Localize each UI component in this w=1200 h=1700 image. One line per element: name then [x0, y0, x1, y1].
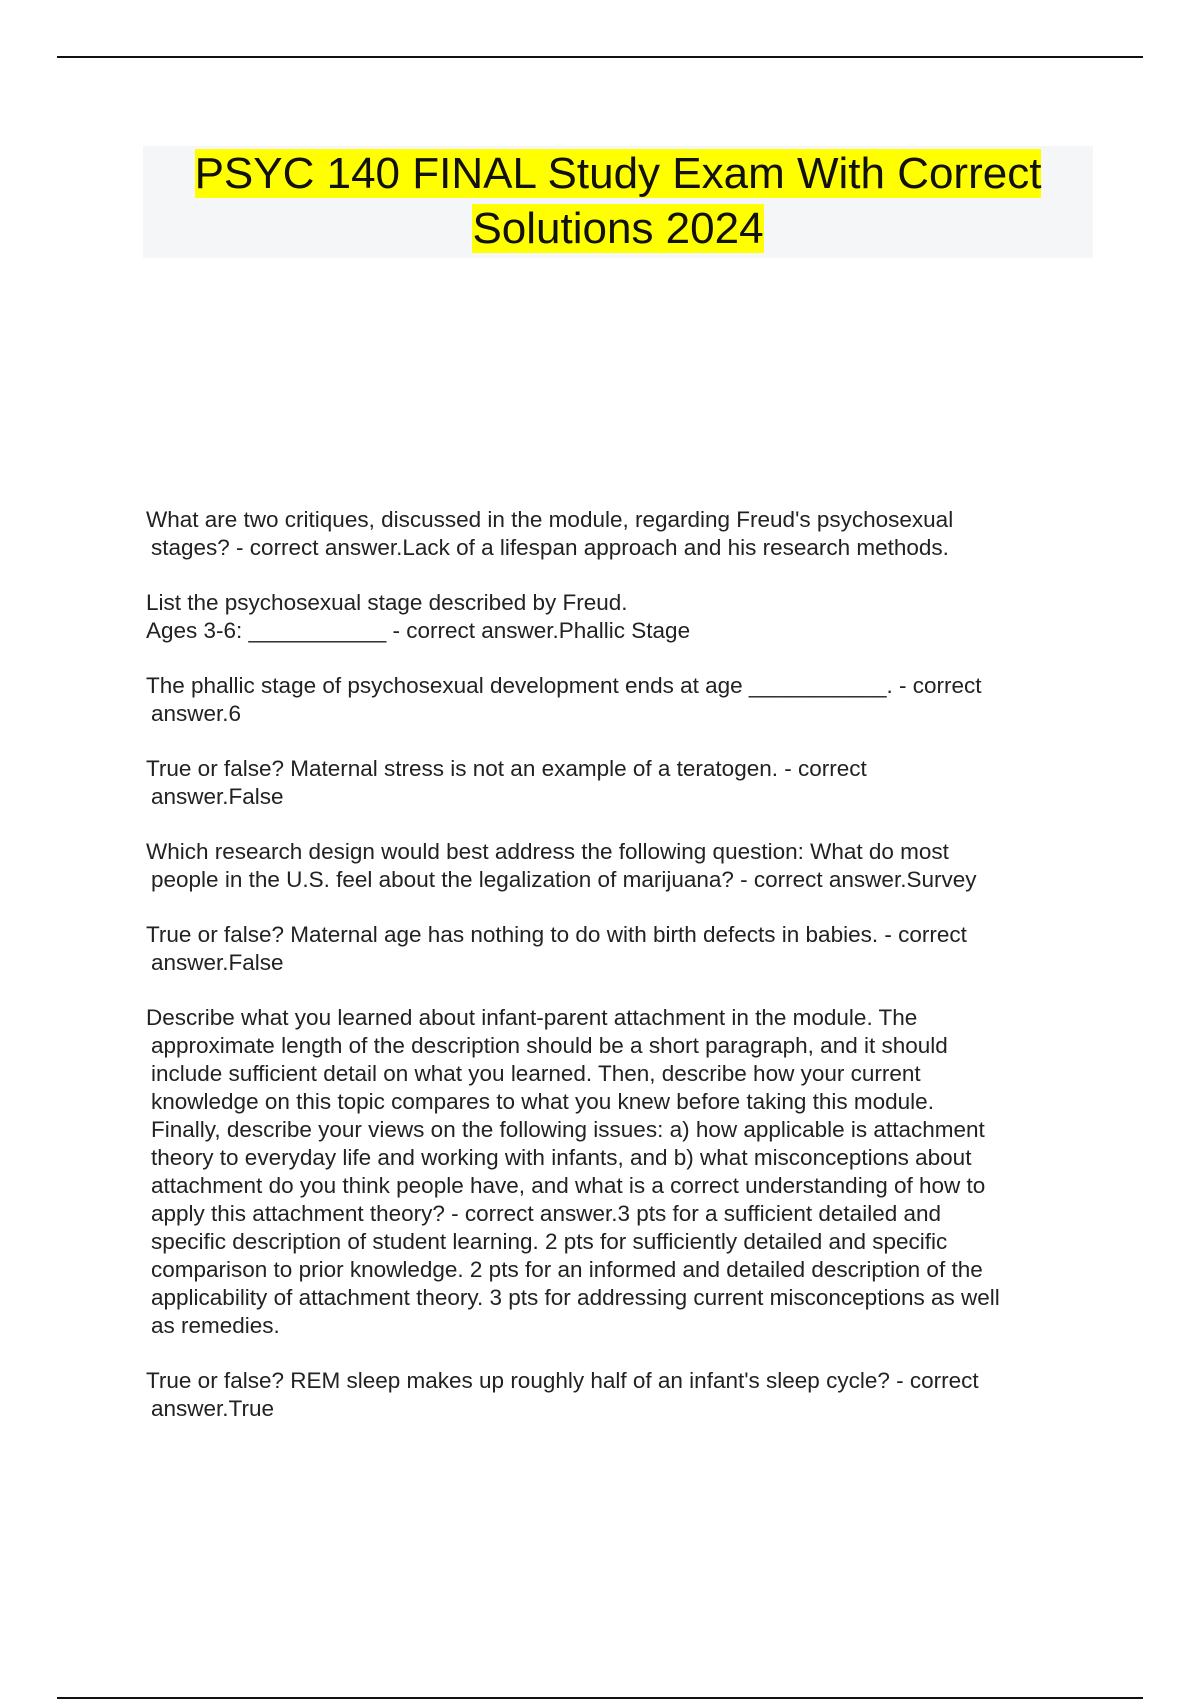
qa-line: The phallic stage of psychosexual development ends at age ___________. - correct — [146, 673, 982, 698]
qa-line: as remedies. — [151, 1313, 280, 1338]
qa-item-8 — [146, 1367, 1091, 1423]
qa-list — [146, 506, 1091, 1450]
qa-line: specific description of student learning. 2 pts for sufficiently detailed and specific — [151, 1229, 948, 1254]
qa-line: attachment do you think people have, and what is a correct understanding of how to — [151, 1173, 986, 1198]
qa-line: answer.False — [151, 950, 284, 975]
page-title: PSYC 140 FINAL Study Exam With Correct Solutions 2024 — [194, 149, 1042, 253]
qa-line: Which research design would best address the following question: What do most — [146, 839, 949, 864]
qa-line: applicability of attachment theory. 3 pts for addressing current misconceptions as well — [151, 1285, 1000, 1310]
qa-item-7 — [146, 1004, 1091, 1340]
qa-line: Ages 3-6: ___________ - correct answer.Phallic Stage — [146, 618, 691, 643]
qa-line: List the psychosexual stage described by Freud. — [146, 590, 628, 615]
qa-line: What are two critiques, discussed in the module, regarding Freud's psychosexual — [146, 507, 954, 532]
qa-line: answer.False — [151, 784, 284, 809]
qa-line: include sufficient detail on what you learned. Then, describe how your current — [151, 1061, 921, 1086]
qa-line: Finally, describe your views on the following issues: a) how applicable is attachment — [151, 1117, 985, 1142]
qa-item-3 — [146, 672, 1091, 728]
qa-line: True or false? Maternal age has nothing to do with birth defects in babies. - correct — [146, 922, 967, 947]
bottom-rule — [57, 1697, 1143, 1699]
qa-line: theory to everyday life and working with infants, and b) what misconceptions about — [151, 1145, 972, 1170]
title-box — [143, 146, 1093, 258]
qa-line: approximate length of the description should be a short paragraph, and it should — [151, 1033, 948, 1058]
qa-line: comparison to prior knowledge. 2 pts for an informed and detailed description of the — [151, 1257, 983, 1282]
qa-item-1 — [146, 506, 1091, 562]
qa-line: True or false? REM sleep makes up roughly half of an infant's sleep cycle? - correct — [146, 1368, 979, 1393]
qa-item-5 — [146, 838, 1091, 894]
qa-item-2 — [146, 589, 1091, 645]
qa-line: knowledge on this topic compares to what you knew before taking this module. — [151, 1089, 934, 1114]
qa-line: answer.True — [151, 1396, 274, 1421]
top-rule — [57, 56, 1143, 58]
qa-line: stages? - correct answer.Lack of a lifespan approach and his research methods. — [151, 535, 949, 560]
qa-line: apply this attachment theory? - correct answer.3 pts for a sufficient detailed and — [151, 1201, 942, 1226]
qa-item-4 — [146, 755, 1091, 811]
qa-line: Describe what you learned about infant-parent attachment in the module. The — [146, 1005, 918, 1030]
qa-line: True or false? Maternal stress is not an example of a teratogen. - correct — [146, 756, 867, 781]
qa-line: people in the U.S. feel about the legalization of marijuana? - correct answer.Survey — [151, 867, 977, 892]
qa-item-6 — [146, 921, 1091, 977]
qa-line: answer.6 — [151, 701, 242, 726]
